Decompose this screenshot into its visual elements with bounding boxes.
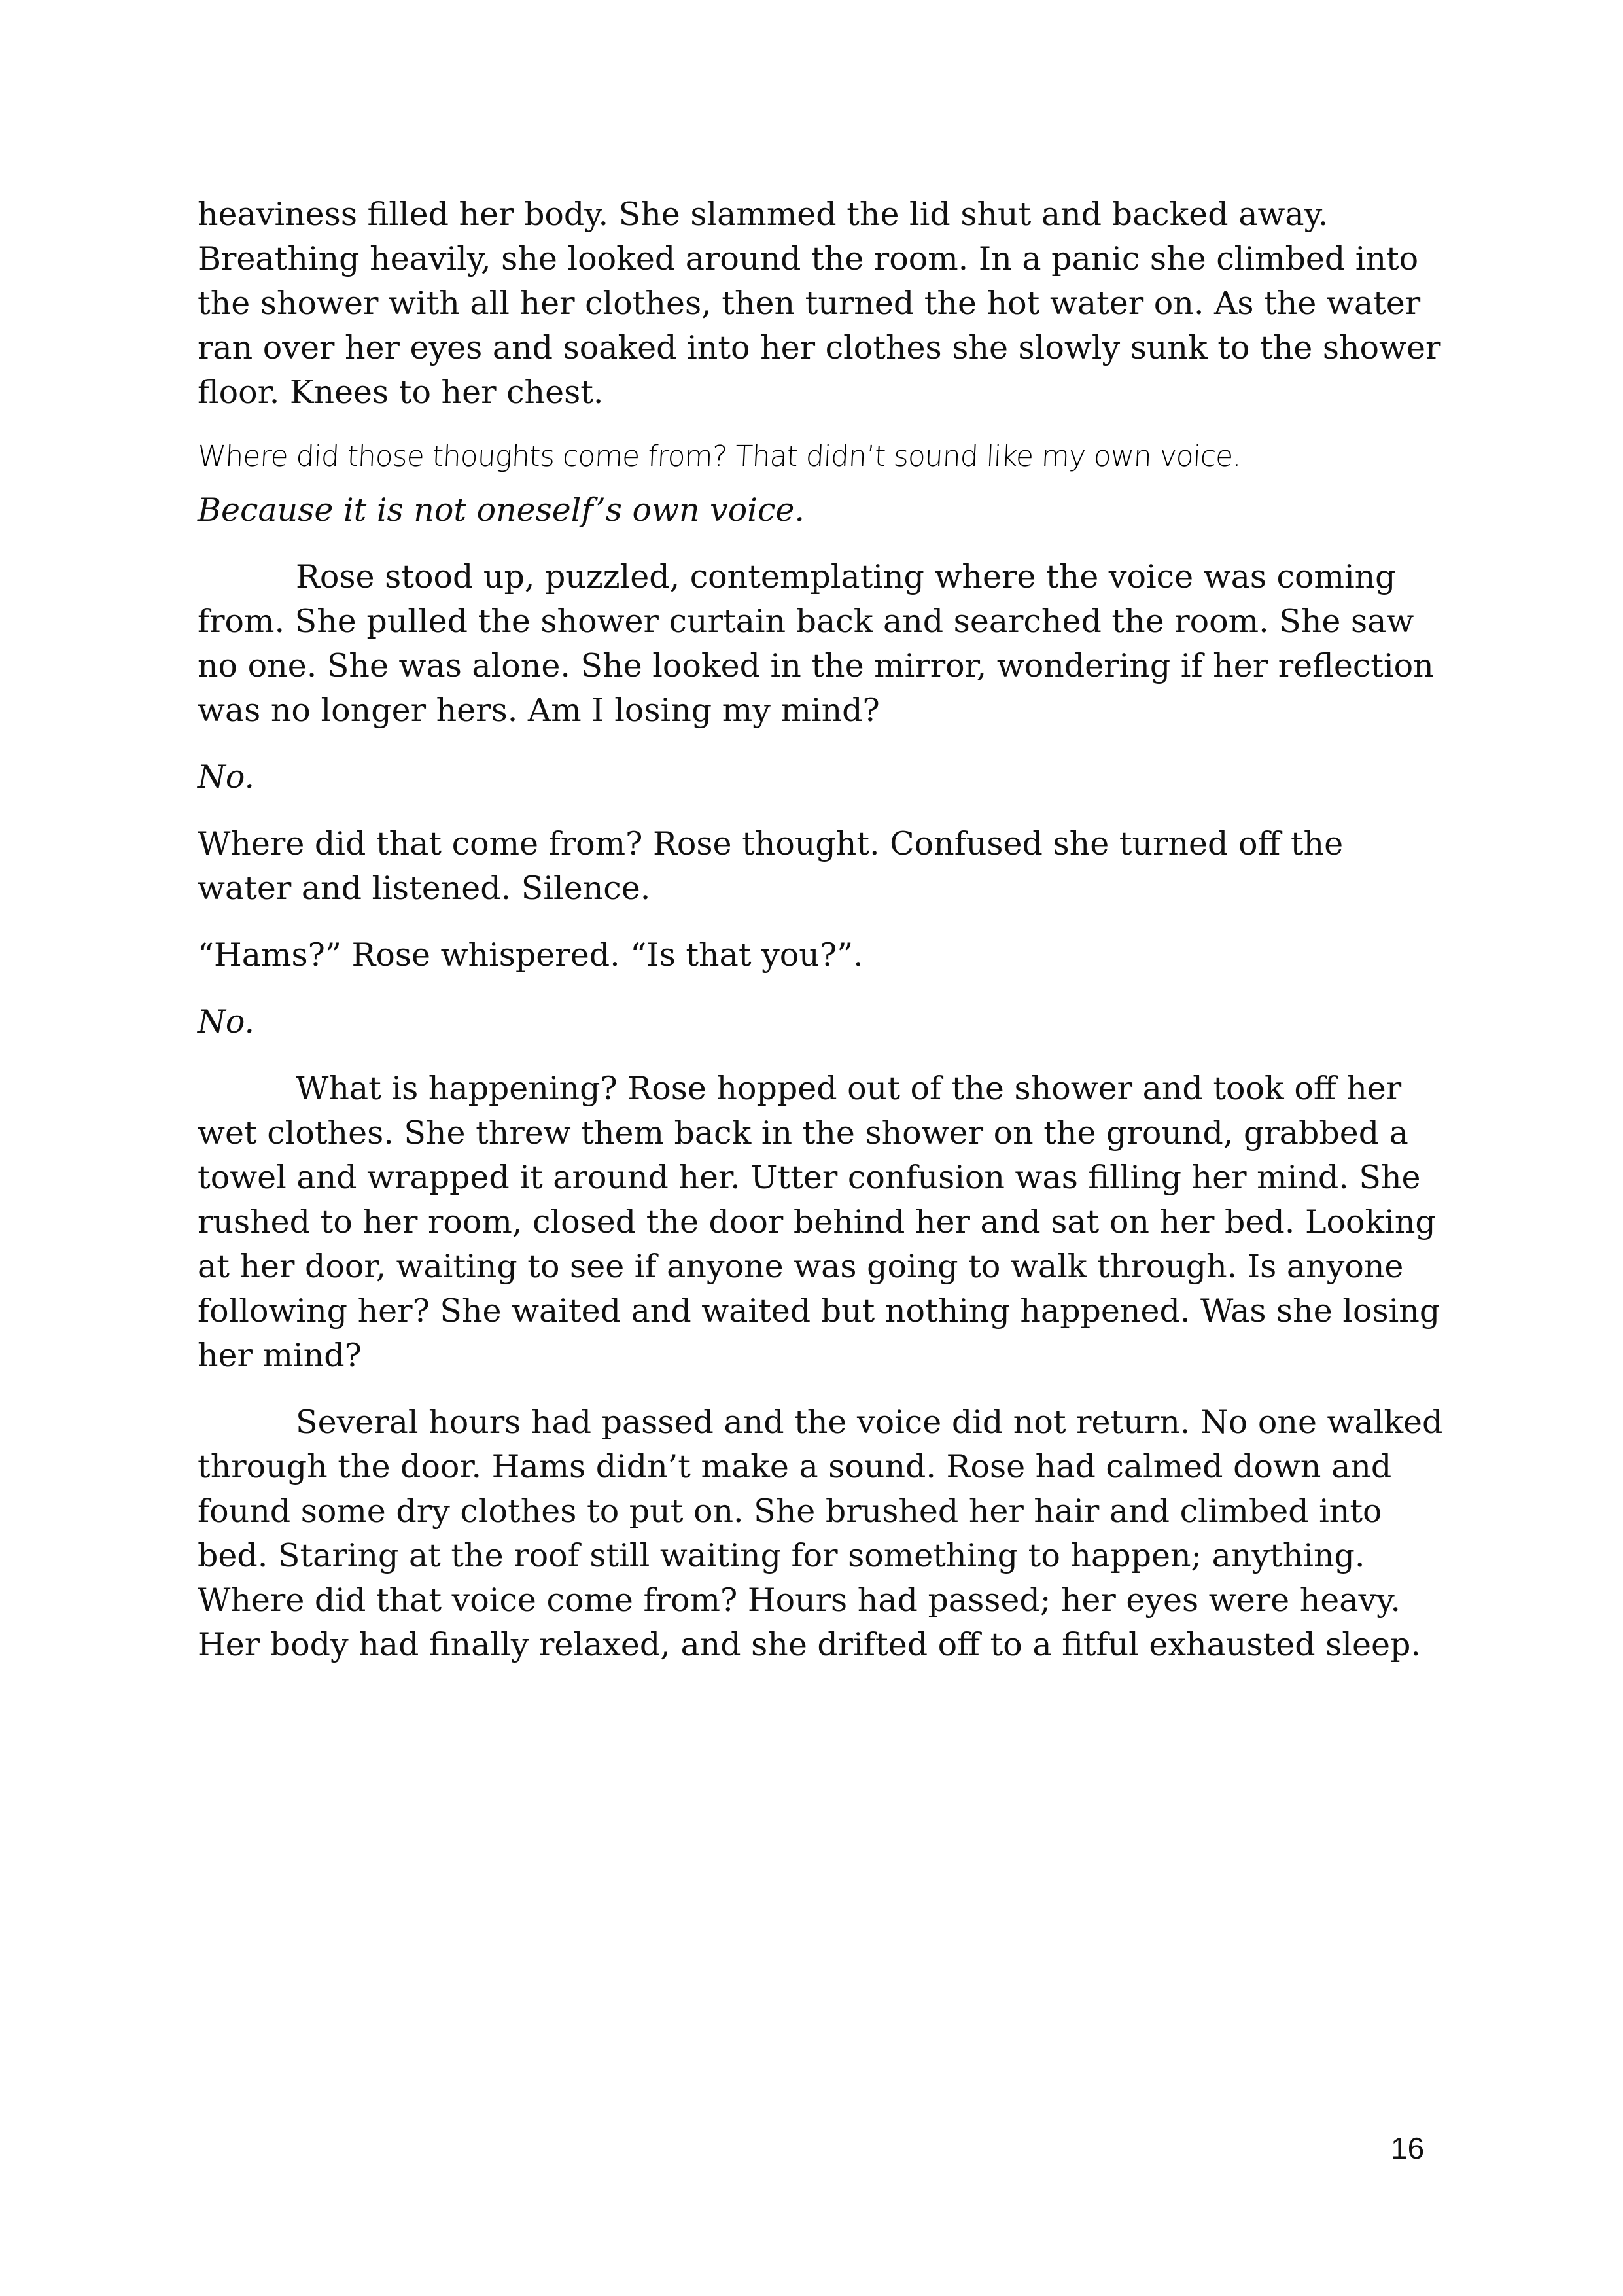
page-body <box>198 192 1444 1689</box>
paragraph: Several hours had passed and the voice did not return. No one walked through the door. Hams didn’t make a sound. Rose had calmed down and found some dry clothes to put on. She brushed her hair and climbed into bed. Staring at the roof still waiting for something to happen; anything. Where did that voice come from? Hours had passed; her eyes were heavy. Her body had finally relaxed, and she drifted off to a fitful exhausted sleep. <box>198 1404 1443 1663</box>
paragraph: Rose stood up, puzzled, contemplating where the voice was coming from. She pulled the shower curtain back and searched the room. She saw no one. She was alone. She looked in the mirror, wondering if her reflection was no longer hers. Am I losing my mind? <box>198 558 1434 729</box>
paragraph: What is happening? Rose hopped out of the shower and took off her wet clothes. She threw them back in the shower on the ground, grabbed a towel and wrapped it around her. Utter confusion was filling her mind. She rushed to her room, closed the door behind her and sat on her bed. Looking at her door, waiting to see if anyone was going to walk through. Is anyone following her? She waited and waited but nothing happened. Was she losing her mind? <box>198 1070 1440 1374</box>
italic-voice-line: No. <box>198 758 255 796</box>
paragraph: Where did that come from? Rose thought. Confused she turned off the water and listened. Silence. <box>198 825 1344 907</box>
handwritten-note: Where did those thoughts come from? That didn’t sound like my own voice. <box>196 440 1242 473</box>
page-number: 16 <box>1391 2131 1425 2165</box>
italic-voice-line: No. <box>198 1003 255 1040</box>
italic-voice-line: Because it is not oneself’s own voice. <box>198 491 805 529</box>
dialogue-line: “Hams?” Rose whispered. “Is that you?”. <box>198 936 864 974</box>
paragraph: heaviness filled her body. She slammed the lid shut and backed away. Breathing heavily, she looked around the room. In a panic she climbed into the shower with all her clothes, then turned the hot water on. As the water ran over her eyes and soaked into her clothes she slowly sunk to the shower floor. Knees to her chest. <box>198 196 1441 411</box>
